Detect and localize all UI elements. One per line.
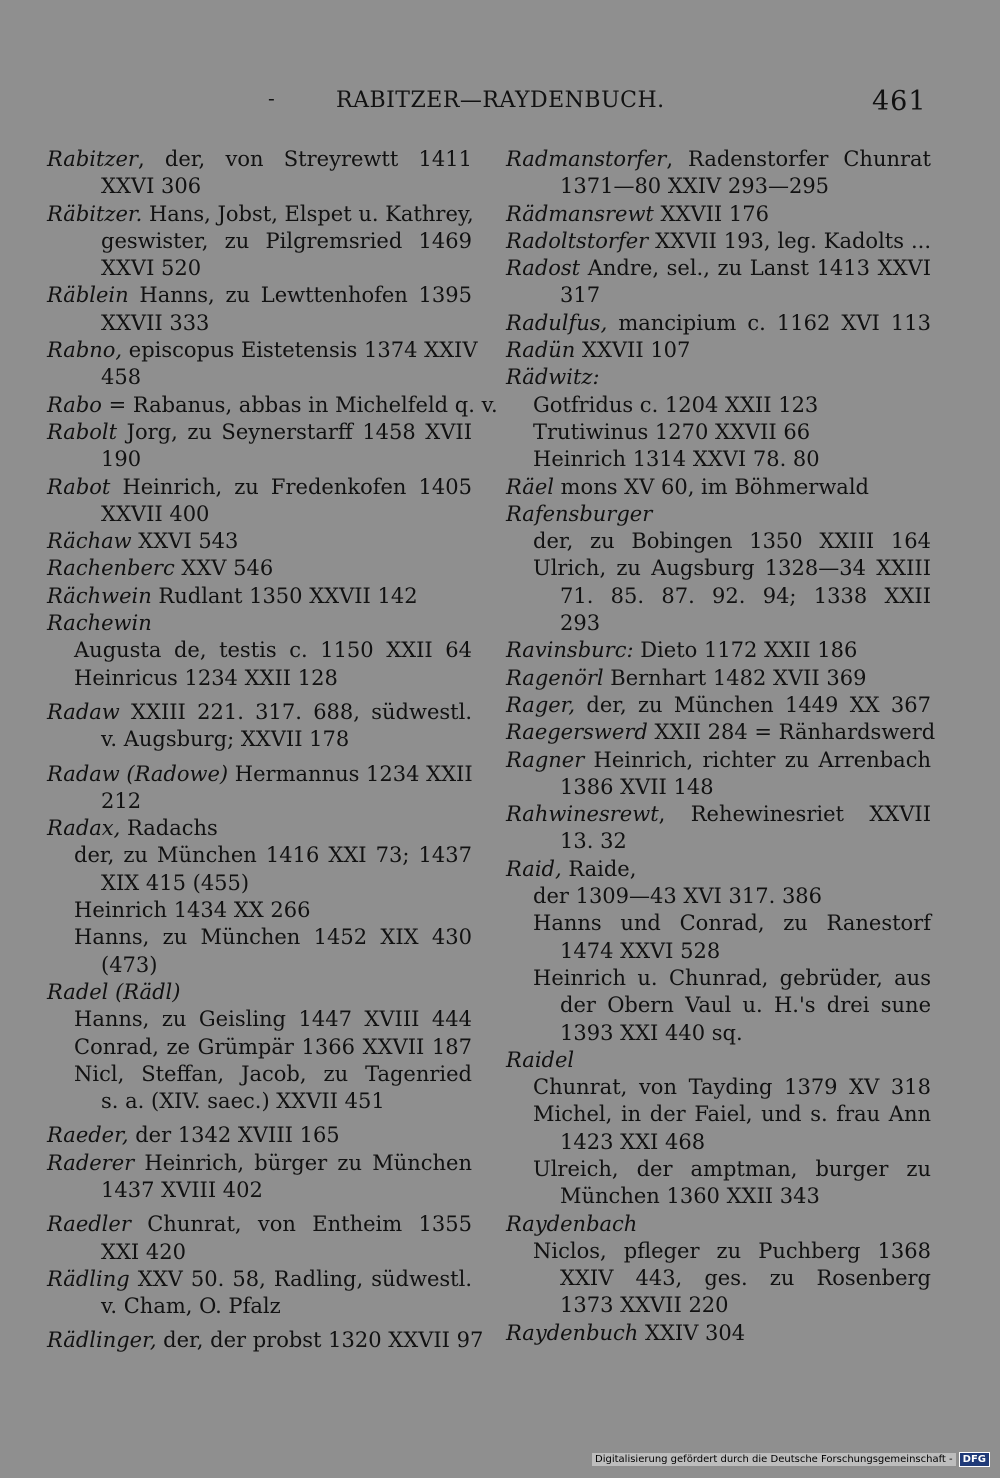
entry-text: Heinrich u. Chunrad, gebrüder, aus — [533, 965, 931, 990]
entry-headword: Raid, — [506, 856, 562, 881]
entry-text: München 1360 XXII 343 — [560, 1184, 820, 1209]
index-entry-continuation — [506, 910, 931, 937]
index-entry-continuation — [506, 1074, 931, 1101]
index-entry-continuation — [506, 419, 931, 446]
index-entry — [506, 310, 931, 337]
index-entry-continuation — [47, 446, 472, 473]
entry-text: Niclos, pfleger zu Puchberg 1368 — [533, 1238, 931, 1263]
index-entry — [506, 1320, 931, 1347]
entry-text: XXII 284 = Ränhardswerd — [647, 720, 936, 745]
index-entry-continuation — [47, 1034, 472, 1061]
entry-text: der Obern Vaul u. H.'s drei sune — [560, 993, 931, 1018]
index-entry — [47, 337, 478, 364]
index-entry-continuation — [506, 1183, 931, 1210]
entry-text: Bernhart 1482 XVII 369 — [603, 665, 867, 690]
entry-text: 458 — [101, 365, 142, 390]
entry-text: Heinrich, zu Fredenkofen 1405 — [110, 474, 472, 499]
entry-text: XXIV 443, ges. zu Rosenberg — [560, 1266, 931, 1291]
entry-text: mancipium c. 1162 XVI 113 — [607, 310, 931, 335]
entry-headword: Rabo — [47, 392, 102, 417]
entry-text: v. Cham, O. Pfalz — [101, 1294, 281, 1319]
entry-text: Andre, sel., zu Lanst 1413 XXVI — [580, 256, 931, 281]
entry-text: 13. 32 — [560, 829, 627, 854]
entry-text: 1423 XXI 468 — [560, 1129, 706, 1154]
entry-headword: Rädmansrewt — [506, 201, 654, 226]
entry-text: Hanns, zu München 1452 XIX 430 — [74, 925, 472, 950]
index-entry-continuation — [506, 173, 931, 200]
entry-headword: Radmanstorfer — [506, 147, 667, 171]
index-entry — [47, 392, 498, 419]
entry-text: Chunrat, von Entheim 1355 — [130, 1212, 472, 1237]
index-entry-continuation — [506, 1292, 931, 1319]
entry-headword: Räbitzer. — [47, 201, 143, 226]
index-entry — [47, 979, 472, 1006]
index-entry-continuation — [47, 788, 472, 815]
entry-text: mons XV 60, im Böhmerwald — [553, 474, 869, 499]
entry-text: Hanns und Conrad, zu Ranestorf — [533, 911, 931, 936]
entry-text: 1393 XXI 440 sq. — [560, 1020, 743, 1045]
entry-text: Hanns, zu Lewttenhofen 1395 — [128, 283, 472, 308]
entry-headword: Ravinsburc: — [506, 638, 634, 663]
entry-headword: Radulfus, — [506, 310, 608, 335]
index-entry — [506, 1047, 931, 1074]
entry-text: XXVII 400 — [101, 501, 210, 526]
entry-text: Gotfridus c. 1204 XXII 123 — [533, 392, 819, 417]
entry-headword: Raydenbach — [506, 1211, 638, 1236]
entry-headword: Radost — [506, 256, 581, 281]
index-entry — [47, 1122, 472, 1149]
index-entry — [506, 801, 931, 828]
index-entry — [47, 201, 472, 228]
entry-headword: Raderer — [47, 1150, 135, 1175]
entry-text: = Rabanus, abbas in Michelfeld q. v. — [101, 392, 498, 417]
entry-text: Heinrich 1314 XXVI 78. 80 — [533, 447, 820, 472]
index-entry — [47, 815, 472, 842]
entry-text: (473) — [101, 952, 158, 977]
entry-headword: Radoltstorfer — [506, 228, 649, 253]
index-entry-continuation — [506, 992, 931, 1019]
index-entry-continuation — [47, 726, 472, 753]
entry-text: der, zu München 1449 XX 367 — [575, 692, 931, 717]
entry-text: XXVII 176 — [653, 201, 769, 226]
index-entry-continuation — [47, 1177, 472, 1204]
index-entry — [47, 583, 472, 610]
entry-headword: Räblein — [47, 283, 129, 308]
index-entry — [47, 528, 472, 555]
entry-text: 1386 XVII 148 — [560, 774, 714, 799]
index-column-right — [506, 146, 936, 1347]
index-entry-continuation — [506, 828, 931, 855]
entry-headword: Raedler — [47, 1212, 131, 1237]
dfg-logo: DFG — [959, 1452, 990, 1467]
index-entry-continuation — [47, 637, 472, 664]
index-entry-continuation — [47, 665, 472, 692]
entry-headword: Rafensburger — [506, 501, 653, 526]
index-entry — [47, 555, 472, 582]
entry-headword: Radel (Rädl) — [47, 979, 181, 1004]
entry-text: der, zu Bobingen 1350 XXIII 164 — [533, 529, 931, 554]
index-entry — [47, 419, 472, 446]
entry-text: XXVII 193, leg. Kadolts ... — [648, 228, 931, 253]
entry-headword: Raidel — [506, 1047, 575, 1072]
index-entry-continuation — [506, 446, 931, 473]
entry-headword: Radaw (Radowe) — [47, 761, 229, 786]
entry-text: XXV 546 — [174, 556, 274, 581]
entry-text: Ulrich, zu Augsburg 1328—34 XXIII — [533, 556, 931, 581]
entry-text: Raide, — [561, 856, 637, 881]
index-entry-continuation — [47, 1239, 472, 1266]
entry-text: XXVI 306 — [101, 174, 202, 199]
index-entry — [506, 1211, 931, 1238]
entry-text: XIX 415 (455) — [101, 870, 250, 895]
entry-text: 71. 85. 87. 92. 94; 1338 XXII — [560, 583, 931, 608]
index-entry — [47, 1327, 484, 1354]
entry-headword: Rädlinger, — [47, 1328, 157, 1353]
index-entry — [506, 856, 931, 883]
entry-headword: Raeder, — [47, 1123, 129, 1148]
entry-text: der 1309—43 XVI 317. 386 — [533, 884, 823, 909]
entry-text: s. a. (XIV. saec.) XXVII 451 — [101, 1089, 385, 1114]
index-entry — [506, 665, 931, 692]
entry-text: der, zu München 1416 XXI 73; 1437 — [74, 843, 472, 868]
index-entry — [506, 364, 931, 391]
entry-headword: Raydenbuch — [506, 1320, 639, 1345]
index-entry-continuation — [506, 883, 931, 910]
entry-text: Hermannus 1234 XXII — [228, 761, 473, 786]
index-entry — [506, 474, 931, 501]
index-entry — [506, 146, 931, 173]
index-entry-continuation — [506, 1101, 931, 1128]
entry-text: 293 — [560, 611, 601, 636]
index-entry-continuation — [47, 897, 472, 924]
index-entry — [506, 201, 931, 228]
index-entry-continuation — [506, 1129, 931, 1156]
entry-text: Ulreich, der amptman, burger zu — [533, 1156, 931, 1181]
entry-text: 190 — [101, 447, 142, 472]
entry-text: Trutiwinus 1270 XXVII 66 — [533, 419, 811, 444]
index-entry-continuation — [506, 610, 931, 637]
entry-headword: Rädling — [47, 1266, 130, 1291]
entry-text: XXVI 543 — [131, 529, 239, 554]
index-entry — [506, 337, 931, 364]
index-entry-continuation — [47, 924, 472, 951]
index-entry-continuation — [506, 583, 931, 610]
index-entry-continuation — [47, 364, 472, 391]
index-entry-continuation — [47, 1088, 472, 1115]
index-entry — [506, 637, 931, 664]
entry-text: , der, von Streyrewtt 1411 — [137, 147, 472, 171]
index-entry — [47, 699, 472, 726]
index-entry-continuation — [47, 952, 472, 979]
entry-text: Nicl, Steffan, Jacob, zu Tagenried — [74, 1061, 472, 1086]
index-entry-continuation — [47, 842, 472, 869]
entry-text: v. Augsburg; XXVII 178 — [101, 727, 350, 752]
entry-text: XXVI 520 — [101, 256, 202, 281]
header-mark: - — [268, 86, 275, 110]
index-entry-continuation — [47, 310, 472, 337]
entry-text: Conrad, ze Grümpär 1366 XXVII 187 — [74, 1034, 472, 1059]
entry-text: , Rehewinesriet XXVII — [658, 802, 931, 827]
entry-text: 1373 XXVII 220 — [560, 1293, 729, 1318]
entry-headword: Rädwitz: — [506, 365, 600, 390]
entry-headword: Ragner — [506, 747, 585, 772]
entry-headword: Raegerswerd — [506, 720, 648, 745]
entry-text: 1474 XXVI 528 — [560, 938, 721, 963]
index-entry-continuation — [47, 1293, 472, 1320]
entry-text: Chunrat, von Tayding 1379 XV 318 — [533, 1075, 931, 1100]
entry-text: 1371—80 XXIV 293—295 — [560, 174, 830, 199]
entry-headword: Rabolt — [47, 419, 118, 444]
entry-text: XXI 420 — [101, 1239, 186, 1264]
entry-text: der 1342 XVIII 165 — [128, 1123, 340, 1148]
entry-text: Radachs — [120, 816, 218, 841]
entry-text: XXV 50. 58, Radling, südwestl. — [129, 1266, 472, 1291]
entry-headword: Rächaw — [47, 529, 132, 554]
index-entry-continuation — [506, 555, 931, 582]
index-entry — [506, 501, 931, 528]
entry-headword: Rachewin — [47, 611, 152, 636]
entry-text: Dieto 1172 XXII 186 — [633, 638, 858, 663]
entry-text: XXIII 221. 317. 688, südwestl. — [119, 699, 472, 724]
index-entry-continuation — [47, 255, 472, 282]
running-title: RABITZER—RAYDENBUCH. — [336, 88, 665, 113]
index-entry — [506, 719, 936, 746]
entry-text: Rudlant 1350 XXVII 142 — [151, 583, 418, 608]
index-entry-continuation — [506, 1156, 931, 1183]
entry-text: Hanns, zu Geisling 1447 XVIII 444 — [74, 1007, 472, 1032]
entry-text: 317 — [560, 283, 601, 308]
index-entry-continuation — [506, 965, 931, 992]
index-entry — [47, 761, 472, 788]
entry-text: Jorg, zu Seynerstarff 1458 XVII — [117, 419, 472, 444]
index-entry — [47, 474, 472, 501]
entry-text: Augusta de, testis c. 1150 XXII 64 — [74, 638, 472, 663]
entry-text: 1437 XVIII 402 — [101, 1177, 263, 1202]
entry-text: XXVII 333 — [101, 310, 210, 335]
index-entry-continuation — [47, 1006, 472, 1033]
index-entry-continuation — [506, 1020, 931, 1047]
entry-text: Heinrich, bürger zu München — [134, 1150, 472, 1175]
index-entry — [47, 146, 472, 173]
index-entry-continuation — [47, 870, 472, 897]
index-entry — [47, 1150, 472, 1177]
entry-text: Hans, Jobst, Elspet u. Kathrey, — [142, 201, 474, 226]
index-entry — [506, 747, 931, 774]
entry-text: , Radenstorfer Chunrat — [666, 147, 931, 171]
index-entry — [506, 255, 931, 282]
index-entry — [47, 1211, 472, 1238]
index-entry-continuation — [47, 1061, 472, 1088]
entry-text: Heinrich 1434 XX 266 — [74, 898, 311, 923]
entry-headword: Rächwein — [47, 583, 152, 608]
entry-text: XXIV 304 — [638, 1320, 746, 1345]
entry-text: Heinricus 1234 XXII 128 — [74, 665, 338, 690]
entry-headword: Rabot — [47, 474, 111, 499]
index-entry — [47, 610, 472, 637]
page-number: 461 — [872, 86, 927, 117]
entry-text: Michel, in der Faiel, und s. frau Ann — [533, 1102, 931, 1127]
entry-headword: Rager, — [506, 692, 576, 717]
index-entry — [47, 1266, 472, 1293]
index-entry — [47, 282, 472, 309]
index-column-left — [47, 146, 498, 1355]
entry-headword: Rahwinesrewt — [506, 802, 659, 827]
entry-text: Heinrich, richter zu Arrenbach — [584, 747, 931, 772]
index-entry-continuation — [47, 173, 472, 200]
running-head — [0, 86, 1000, 126]
entry-headword: Räel — [506, 474, 554, 499]
index-entry-continuation — [506, 528, 931, 555]
entry-text: der, der probst 1320 XXVII 97 — [156, 1328, 484, 1353]
entry-text: geswister, zu Pilgremsried 1469 — [101, 228, 472, 253]
index-entry-continuation — [506, 1265, 931, 1292]
funding-footer — [592, 1450, 990, 1468]
entry-headword: Radaw — [47, 699, 120, 724]
entry-headword: Ragenörl — [506, 665, 604, 690]
index-entry-continuation — [47, 501, 472, 528]
entry-headword: Rachenberc — [47, 556, 175, 581]
entry-headword: Rabno, — [47, 338, 123, 363]
index-entry-continuation — [506, 774, 931, 801]
index-entry-continuation — [47, 228, 472, 255]
entry-text: episcopus Eistetensis 1374 XXIV — [122, 338, 478, 363]
entry-headword: Radax, — [47, 816, 121, 841]
entry-headword: Rabitzer — [47, 147, 138, 171]
entry-text: 212 — [101, 788, 142, 813]
index-entry-continuation — [506, 282, 931, 309]
entry-headword: Radün — [506, 338, 576, 363]
index-entry-continuation — [506, 392, 931, 419]
funding-note: Digitalisierung gefördert durch die Deutsche Forschungsgemeinschaft - — [592, 1453, 956, 1466]
index-entry — [506, 692, 931, 719]
entry-text: XXVII 107 — [575, 338, 691, 363]
index-entry — [506, 228, 931, 255]
index-entry-continuation — [506, 1238, 931, 1265]
index-entry-continuation — [506, 938, 931, 965]
